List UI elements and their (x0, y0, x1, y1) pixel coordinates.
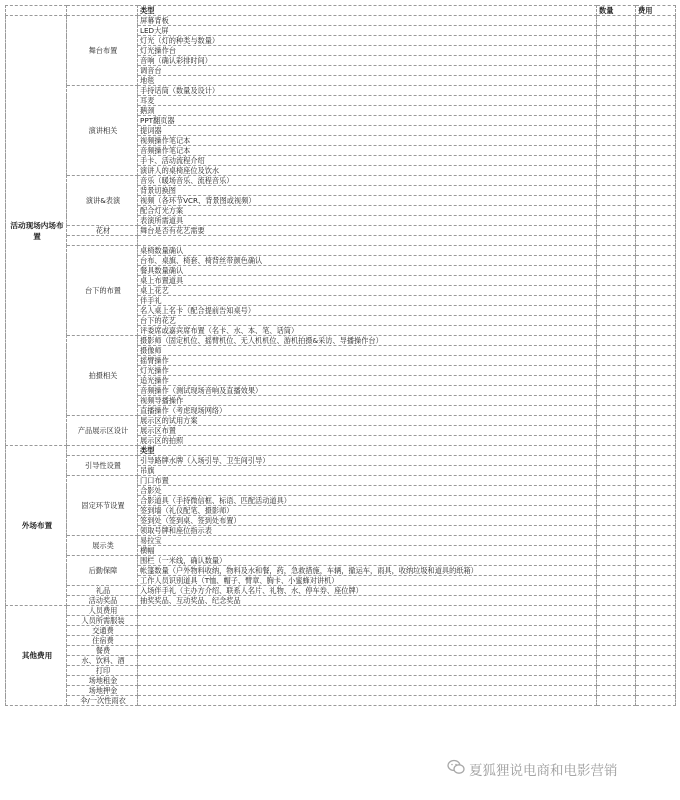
cost-cell (636, 176, 676, 186)
item-cell: 桌椅数量确认 (138, 246, 597, 256)
group-cell: 人员所需服装 (67, 616, 138, 626)
qty-cell (597, 636, 636, 646)
blank-cell (67, 6, 138, 16)
cost-cell (636, 206, 676, 216)
item-cell: 帐篷数量（户外物料收纳，物料及水和餐，药，急救措施，车辆，撤运车，雨具，收纳垃圾和道具的纸箱） (138, 566, 597, 576)
header-row (6, 6, 676, 16)
table-row (6, 686, 676, 696)
table-row (6, 456, 676, 466)
qty-cell (597, 456, 636, 466)
qty-cell (597, 186, 636, 196)
cost-cell (636, 416, 676, 426)
cost-cell (636, 566, 676, 576)
cost-cell (636, 146, 676, 156)
table-row (6, 176, 676, 186)
table-row (6, 236, 676, 246)
table-row (6, 646, 676, 656)
cost-cell (636, 16, 676, 26)
item-cell: 耳麦 (138, 96, 597, 106)
item-cell: 视频操作笔记本 (138, 136, 597, 146)
cost-cell (636, 556, 676, 566)
qty-cell (597, 476, 636, 486)
item-cell: 名人桌上名卡（配合提前告知桌号） (138, 306, 597, 316)
group-cell: 餐费 (67, 646, 138, 656)
cost-cell (636, 86, 676, 96)
qty-cell (597, 146, 636, 156)
group-cell: 住宿费 (67, 636, 138, 646)
item-cell: 音乐（暖场音乐、流程音乐） (138, 176, 597, 186)
qty-cell (597, 586, 636, 596)
item-cell: 鹅颈 (138, 106, 597, 116)
qty-cell (597, 156, 636, 166)
qty-cell (597, 206, 636, 216)
group-cell: 交通费 (67, 626, 138, 636)
qty-cell (597, 166, 636, 176)
group-cell: 引导性设置 (67, 456, 138, 476)
item-cell: 灯光操作 (138, 366, 597, 376)
table-row (6, 416, 676, 426)
qty-cell (597, 356, 636, 366)
qty-cell (597, 136, 636, 146)
item-cell: 展示区的拍照 (138, 436, 597, 446)
table-row (6, 676, 676, 686)
cost-cell (636, 96, 676, 106)
qty-cell (597, 396, 636, 406)
qty-cell (597, 116, 636, 126)
table-row (6, 336, 676, 346)
qty-cell (597, 386, 636, 396)
cost-cell (636, 356, 676, 366)
cost-cell (636, 426, 676, 436)
table-row (6, 556, 676, 566)
item-cell: 灯光操作台 (138, 46, 597, 56)
cost-cell (636, 526, 676, 536)
qty-cell (597, 126, 636, 136)
cost-cell (636, 376, 676, 386)
cost-cell (636, 336, 676, 346)
cost-cell (636, 166, 676, 176)
cost-cell (636, 76, 676, 86)
item-cell: 视频导播操作 (138, 396, 597, 406)
table-row (6, 656, 676, 666)
cost-cell (636, 276, 676, 286)
item-cell: 工作人员识别道具（T恤、帽子、臂章、胸卡、小蜜蜂对讲机） (138, 576, 597, 586)
item-cell: 追光操作 (138, 376, 597, 386)
qty-cell (597, 106, 636, 116)
category-cell: 外场布置 (6, 446, 67, 606)
qty-cell (597, 466, 636, 476)
qty-cell (597, 66, 636, 76)
item-cell (138, 636, 597, 646)
item-cell: 手持话筒（数量及设计） (138, 86, 597, 96)
watermark (447, 758, 677, 780)
item-cell: 易拉宝 (138, 536, 597, 546)
group-cell: 拍摄相关 (67, 336, 138, 416)
qty-cell (597, 46, 636, 56)
cost-cell (636, 386, 676, 396)
qty-cell (597, 336, 636, 346)
group-cell: 固定环节设置 (67, 476, 138, 536)
cost-cell (636, 26, 676, 36)
cost-cell (636, 536, 676, 546)
item-cell: 屏幕背板 (138, 16, 597, 26)
item-cell: 音响（确认彩排时间） (138, 56, 597, 66)
cost-cell (636, 106, 676, 116)
qty-cell (597, 666, 636, 676)
item-cell: 摄影师（固定机位、摇臂机位、无人机机位、游机拍摄&采访、导播操作台） (138, 336, 597, 346)
item-cell: 伴手礼 (138, 296, 597, 306)
section-header-type: 类型 (138, 446, 597, 456)
table-row (6, 536, 676, 546)
item-cell: 演讲人的桌椅座位及饮水 (138, 166, 597, 176)
item-cell: 舞台是否有花艺需要 (138, 226, 597, 236)
item-cell: 评委席或嘉宾席布置（名卡、水、本、笔、话筒） (138, 326, 597, 336)
item-cell: PPT翻页器 (138, 116, 597, 126)
cost-cell (636, 236, 676, 246)
cost-cell (636, 626, 676, 636)
item-cell: 展示区布置 (138, 426, 597, 436)
qty-cell (597, 676, 636, 686)
planning-checklist-table (5, 5, 676, 706)
category-cell: 其他费用 (6, 606, 67, 706)
item-cell (138, 606, 597, 616)
item-cell (138, 626, 597, 636)
qty-cell (597, 36, 636, 46)
item-cell: 桌上布置道具 (138, 276, 597, 286)
cost-cell (636, 186, 676, 196)
table-row (6, 666, 676, 676)
item-cell: 直播操作（考虑现场网络） (138, 406, 597, 416)
group-cell: 后勤保障 (67, 556, 138, 586)
cost-cell (636, 546, 676, 556)
cost-cell (636, 296, 676, 306)
table-row (6, 16, 676, 26)
group-cell: 花材 (67, 226, 138, 236)
qty-cell (597, 446, 636, 456)
cost-cell (636, 56, 676, 66)
qty-cell (597, 436, 636, 446)
qty-cell (597, 316, 636, 326)
group-cell: 场地租金 (67, 676, 138, 686)
cost-cell (636, 256, 676, 266)
blank-cell (6, 6, 67, 16)
group-cell: 展示类 (67, 536, 138, 556)
qty-cell (597, 626, 636, 636)
item-cell (138, 696, 597, 706)
group-cell: 打印 (67, 666, 138, 676)
qty-cell (597, 226, 636, 236)
qty-cell (597, 26, 636, 36)
qty-cell (597, 276, 636, 286)
item-cell: 横幅 (138, 546, 597, 556)
header-type: 类型 (138, 6, 597, 16)
qty-cell (597, 696, 636, 706)
qty-cell (597, 606, 636, 616)
item-cell: 音频操作（测试现场音响及直播效果） (138, 386, 597, 396)
item-cell: 合影道具（手持微信框、标语、匹配活动道具） (138, 496, 597, 506)
qty-cell (597, 576, 636, 586)
qty-cell (597, 566, 636, 576)
item-cell: 调音台 (138, 66, 597, 76)
cost-cell (636, 666, 676, 676)
cost-cell (636, 636, 676, 646)
category-cell: 活动现场内场布置 (6, 16, 67, 446)
cost-cell (636, 456, 676, 466)
item-cell (138, 236, 597, 246)
table-body (6, 6, 676, 706)
qty-cell (597, 216, 636, 226)
cost-cell (636, 266, 676, 276)
qty-cell (597, 256, 636, 266)
qty-cell (597, 366, 636, 376)
qty-cell (597, 76, 636, 86)
cost-cell (636, 496, 676, 506)
cost-cell (636, 66, 676, 76)
cost-cell (636, 366, 676, 376)
table-row (6, 226, 676, 236)
item-cell: 手卡、活动流程介绍 (138, 156, 597, 166)
qty-cell (597, 86, 636, 96)
watermark-text: 夏狐狸说电商和电影营销 (469, 763, 618, 779)
cost-cell (636, 286, 676, 296)
item-cell: 吊旗 (138, 466, 597, 476)
qty-cell (597, 486, 636, 496)
cost-cell (636, 116, 676, 126)
qty-cell (597, 176, 636, 186)
qty-cell (597, 616, 636, 626)
cost-cell (636, 216, 676, 226)
cost-cell (636, 576, 676, 586)
cost-cell (636, 396, 676, 406)
qty-cell (597, 96, 636, 106)
qty-cell (597, 516, 636, 526)
item-cell: 视频（各环节VCR、背景图或视频） (138, 196, 597, 206)
table-row (6, 606, 676, 616)
item-cell (138, 676, 597, 686)
table-row (6, 596, 676, 606)
cost-cell (636, 436, 676, 446)
cost-cell (636, 36, 676, 46)
qty-cell (597, 306, 636, 316)
item-cell: 门口布置 (138, 476, 597, 486)
group-cell: 产品展示区设计 (67, 416, 138, 446)
cost-cell (636, 466, 676, 476)
item-cell: 入场伴手礼（主办方介绍、联系人名片、礼物、水、停车券、座位牌） (138, 586, 597, 596)
cost-cell (636, 516, 676, 526)
item-cell (138, 646, 597, 656)
item-cell (138, 656, 597, 666)
qty-cell (597, 426, 636, 436)
qty-cell (597, 536, 636, 546)
qty-cell (597, 296, 636, 306)
cost-cell (636, 306, 676, 316)
item-cell: 台布、桌旗、椅套、椅背丝带颜色确认 (138, 256, 597, 266)
cost-cell (636, 156, 676, 166)
cost-cell (636, 686, 676, 696)
group-cell: 舞台布置 (67, 16, 138, 86)
cost-cell (636, 486, 676, 496)
cost-cell (636, 606, 676, 616)
cost-cell (636, 126, 676, 136)
group-cell: 演讲相关 (67, 86, 138, 176)
table-row (6, 476, 676, 486)
table-row (6, 86, 676, 96)
group-cell: 演讲&表演 (67, 176, 138, 226)
cost-cell (636, 506, 676, 516)
item-cell: 提词器 (138, 126, 597, 136)
qty-cell (597, 506, 636, 516)
qty-cell (597, 376, 636, 386)
cost-cell (636, 246, 676, 256)
item-cell: 地毯 (138, 76, 597, 86)
cost-cell (636, 676, 676, 686)
header-qty: 数量 (597, 6, 636, 16)
item-cell (138, 616, 597, 626)
table-row (6, 696, 676, 706)
item-cell: 引导路牌水牌（入场引导、卫生间引导） (138, 456, 597, 466)
qty-cell (597, 406, 636, 416)
qty-cell (597, 56, 636, 66)
qty-cell (597, 656, 636, 666)
item-cell: 桌上花艺 (138, 286, 597, 296)
group-cell (67, 236, 138, 246)
cost-cell (636, 346, 676, 356)
item-cell: 抽奖奖品、互动奖品、纪念奖品 (138, 596, 597, 606)
qty-cell (597, 686, 636, 696)
cost-cell (636, 646, 676, 656)
item-cell: 摇臂操作 (138, 356, 597, 366)
item-cell: 围栏（一米线，确认数量） (138, 556, 597, 566)
table-row (6, 586, 676, 596)
qty-cell (597, 496, 636, 506)
cost-cell (636, 406, 676, 416)
cost-cell (636, 616, 676, 626)
item-cell: LED大屏 (138, 26, 597, 36)
cost-cell (636, 446, 676, 456)
item-cell (138, 686, 597, 696)
cost-cell (636, 136, 676, 146)
table-row (6, 616, 676, 626)
qty-cell (597, 286, 636, 296)
item-cell: 展示区的试用方案 (138, 416, 597, 426)
item-cell: 台下的花艺 (138, 316, 597, 326)
wechat-logo-icon (447, 759, 465, 779)
qty-cell (597, 326, 636, 336)
cost-cell (636, 46, 676, 56)
group-cell: 场地押金 (67, 686, 138, 696)
qty-cell (597, 646, 636, 656)
group-cell: 水、饮料、酒 (67, 656, 138, 666)
item-cell: 合影处 (138, 486, 597, 496)
cost-cell (636, 696, 676, 706)
qty-cell (597, 246, 636, 256)
group-cell: 伞/一次性雨衣 (67, 696, 138, 706)
group-cell: 台下的布置 (67, 246, 138, 336)
item-cell: 领取号牌和座位指示表 (138, 526, 597, 536)
blank-cell (67, 446, 138, 456)
header-cost: 费用 (636, 6, 676, 16)
qty-cell (597, 346, 636, 356)
item-cell: 表演所需道具 (138, 216, 597, 226)
group-cell: 礼品 (67, 586, 138, 596)
cost-cell (636, 196, 676, 206)
qty-cell (597, 546, 636, 556)
qty-cell (597, 16, 636, 26)
item-cell: 配合灯光方案 (138, 206, 597, 216)
item-cell: 签到处（签到桌、签到处布置） (138, 516, 597, 526)
section-header-row (6, 446, 676, 456)
item-cell: 音频操作笔记本 (138, 146, 597, 156)
cost-cell (636, 586, 676, 596)
cost-cell (636, 316, 676, 326)
cost-cell (636, 476, 676, 486)
cost-cell (636, 596, 676, 606)
qty-cell (597, 266, 636, 276)
item-cell: 背景切换图 (138, 186, 597, 196)
group-cell: 人员费用 (67, 606, 138, 616)
cost-cell (636, 656, 676, 666)
qty-cell (597, 556, 636, 566)
qty-cell (597, 236, 636, 246)
qty-cell (597, 526, 636, 536)
cost-cell (636, 326, 676, 336)
item-cell (138, 666, 597, 676)
item-cell: 摄像师 (138, 346, 597, 356)
table-row (6, 246, 676, 256)
cost-cell (636, 226, 676, 236)
table-row (6, 636, 676, 646)
qty-cell (597, 196, 636, 206)
group-cell: 活动奖品 (67, 596, 138, 606)
table-row (6, 626, 676, 636)
item-cell: 餐具数量确认 (138, 266, 597, 276)
item-cell: 签到墙（礼仪配笔、摄影师） (138, 506, 597, 516)
qty-cell (597, 416, 636, 426)
item-cell: 灯光（灯的种类与数量） (138, 36, 597, 46)
qty-cell (597, 596, 636, 606)
